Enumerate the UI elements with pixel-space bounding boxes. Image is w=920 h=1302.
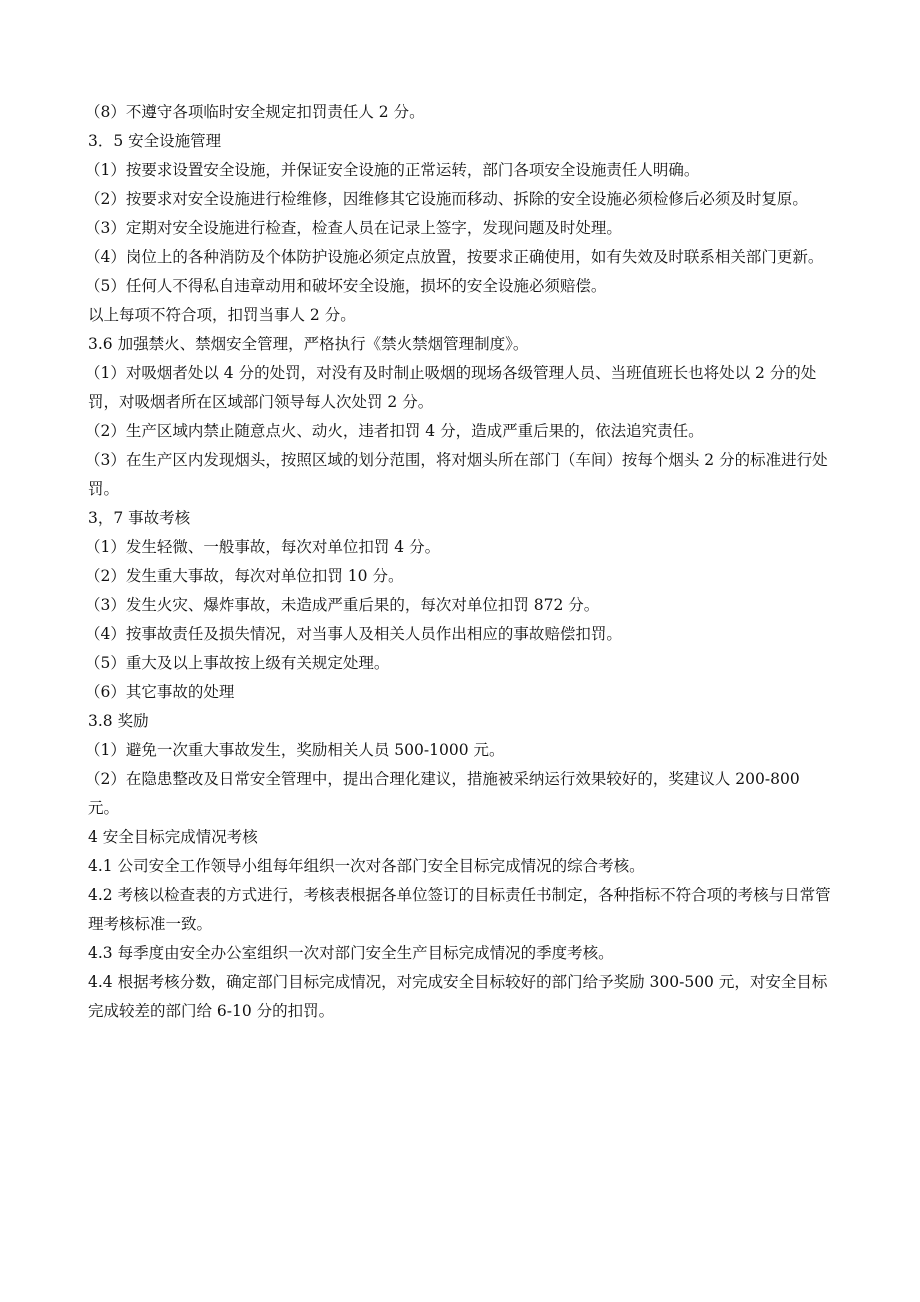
assessment-4-4: 4.4 根据考核分数，确定部门目标完成情况，对完成安全目标较好的部门给予奖励 300-500 元，对安全目标完成较差的部门给 6-10 分的扣罚。: [88, 973, 828, 1020]
section-heading-4: 4 安全目标完成情况考核: [88, 828, 258, 846]
facility-penalty-note: 以上每项不符合项，扣罚当事人 2 分。: [88, 306, 356, 324]
accident-item-5: （5）重大及以上事故按上级有关规定处理。: [85, 654, 390, 672]
accident-item-2: （2）发生重大事故，每次对单位扣罚 10 分。: [85, 567, 404, 585]
smoking-item-2: （2）生产区域内禁止随意点火、动火，违者扣罚 4 分，造成严重后果的，依法追究责任。: [85, 422, 704, 440]
facility-item-3: （3）定期对安全设施进行检查，检查人员在记录上签字，发现问题及时处理。: [85, 219, 622, 237]
assessment-4-2: 4.2 考核以检查表的方式进行，考核表根据各单位签订的目标责任书制定，各种指标不符合项的考核与日常管理考核标准一致。: [88, 886, 831, 933]
accident-item-6: （6）其它事故的处理: [85, 683, 235, 701]
reward-item-1: （1）避免一次重大事故发生，奖励相关人员 500-1000 元。: [85, 741, 505, 759]
section-heading-3-7: 3，7 事故考核: [88, 509, 191, 527]
reward-item-2: （2）在隐患整改及日常安全管理中，提出合理化建议，措施被采纳运行效果较好的，奖建议人 200-800 元。: [85, 770, 800, 817]
accident-item-3: （3）发生火灾、爆炸事故，未造成严重后果的，每次对单位扣罚 872 分。: [85, 596, 600, 614]
facility-item-4: （4）岗位上的各种消防及个体防护设施必须定点放置，按要求正确使用，如有失效及时联系相关部门更新。: [85, 248, 824, 266]
accident-item-1: （1）发生轻微、一般事故，每次对单位扣罚 4 分。: [85, 538, 441, 556]
section-heading-3-5: 3．5 安全设施管理: [88, 132, 222, 150]
smoking-item-1: （1）对吸烟者处以 4 分的处罚，对没有及时制止吸烟的现场各级管理人员、当班值班长也将处以 2 分的处罚，对吸烟者所在区域部门领导每人次处罚 2 分。: [85, 364, 817, 411]
section-heading-3-6: 3.6 加强禁火、禁烟安全管理，严格执行《禁火禁烟管理制度》。: [88, 335, 529, 353]
assessment-4-1: 4.1 公司安全工作领导小组每年组织一次对各部门安全目标完成情况的综合考核。: [88, 857, 645, 875]
facility-item-1: （1）按要求设置安全设施，并保证安全设施的正常运转，部门各项安全设施责任人明确。: [85, 161, 700, 179]
rule-8-temporary-regulations: （8）不遵守各项临时安全规定扣罚责任人 2 分。: [85, 103, 425, 121]
smoking-item-3: （3）在生产区内发现烟头，按照区域的划分范围，将对烟头所在部门（车间）按每个烟头 2 分的标准进行处罚。: [85, 451, 828, 498]
section-heading-3-8: 3.8 奖励: [88, 712, 149, 730]
facility-item-2: （2）按要求对安全设施进行检维修，因维修其它设施而移动、拆除的安全设施必须检修后必须及时复原。: [85, 190, 808, 208]
assessment-4-3: 4.3 每季度由安全办公室组织一次对部门安全生产目标完成情况的季度考核。: [88, 944, 614, 962]
facility-item-5: （5）任何人不得私自违章动用和破坏安全设施，损坏的安全设施必须赔偿。: [85, 277, 607, 295]
accident-item-4: （4）按事故责任及损失情况，对当事人及相关人员作出相应的事故赔偿扣罚。: [85, 625, 622, 643]
